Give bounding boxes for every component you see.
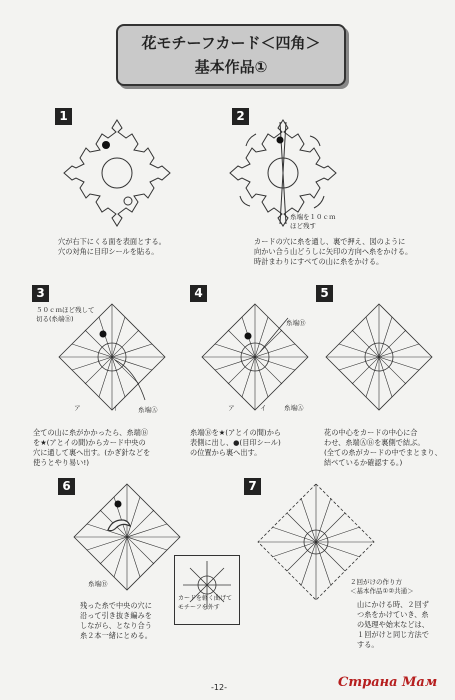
step-4-label-a: 糸端Ⓐ bbox=[284, 404, 304, 412]
step-7-number: 7 bbox=[244, 478, 261, 495]
step-1-caption: 穴が右下にくる面を表面とする。 穴の対角に目印シールを貼る。 bbox=[58, 237, 166, 256]
step-3-label-a: 糸端Ⓐ bbox=[138, 406, 158, 414]
step-3-mark-a: ア bbox=[74, 404, 81, 412]
title-line-1: 花モチーフカード＜四角＞ bbox=[141, 34, 321, 52]
step-5-caption: 花の中心をカードの中心に合 わせ、糸端ⒶⒷを裏側で結ぶ。 (全ての糸がカードの中でまとまり、 結べているか確認する。) bbox=[324, 428, 442, 467]
step-2-caption: カードの穴に糸を通し、裏で押え、図のように 向かい合う山どうしに矢印の方向へ糸をかける。 時計まわりにすべての山に糸をかける。 bbox=[254, 237, 413, 266]
step-5-flower-diagram bbox=[322, 300, 437, 415]
step-4-mark-a: ア bbox=[228, 404, 235, 412]
step-3-label-top: ５０ｃｍほど残して 切る(糸端Ⓑ) bbox=[36, 306, 95, 323]
step-5-number: 5 bbox=[316, 285, 333, 302]
step-4-label-b: 糸端Ⓑ bbox=[286, 319, 306, 327]
step-6-inset-frame bbox=[174, 555, 240, 625]
step-6-number: 6 bbox=[58, 478, 75, 495]
step-4-caption: 糸端Ⓑを★(アとイの間)から 表側に出し、●(目印シール) の位置から裏へ出す。 bbox=[190, 428, 282, 457]
title-line-2: 基本作品① bbox=[194, 58, 268, 76]
step-2-number: 2 bbox=[232, 108, 249, 125]
step-2-label: 糸端を１０ｃｍ ほど残す bbox=[290, 213, 336, 230]
step-3-flower-diagram bbox=[55, 300, 170, 415]
step-1-number: 1 bbox=[55, 108, 72, 125]
step-6-label-b: 糸端Ⓑ bbox=[88, 580, 108, 588]
step-4-mark-b: イ bbox=[260, 404, 267, 412]
step-7-caption: 山にかける時、２回ず つ糸をかけていき、糸 の処理や始末などは、 １回がけと同じ方法で する。 bbox=[357, 600, 429, 649]
page-number: -12- bbox=[211, 683, 227, 692]
step-6-inset-label: カードを軽く曲げて モチーフを外す bbox=[178, 595, 233, 611]
step-1-card-diagram bbox=[62, 118, 172, 228]
step-6-caption: 残った糸で中央の穴に 沿って引き抜き編みを しながら、となり合う 糸２本一緒にとめる。 bbox=[80, 601, 152, 640]
title-box bbox=[116, 24, 346, 86]
step-3-mark-b: イ bbox=[112, 404, 119, 412]
step-7-heading: ２回がけの作り方 ＜基本作品①②共通＞ bbox=[350, 578, 414, 595]
step-4-number: 4 bbox=[190, 285, 207, 302]
step-3-number: 3 bbox=[32, 285, 49, 302]
step-3-caption: 全ての山に糸がかかったら、糸端Ⓑ を★(アとイの間)からカード中央の 穴に通して裏へ出す。(かぎ針などを 使うとやり易い!) bbox=[33, 428, 151, 467]
step-6-flower-diagram bbox=[72, 482, 182, 592]
watermark: Страна Мам bbox=[338, 675, 438, 690]
